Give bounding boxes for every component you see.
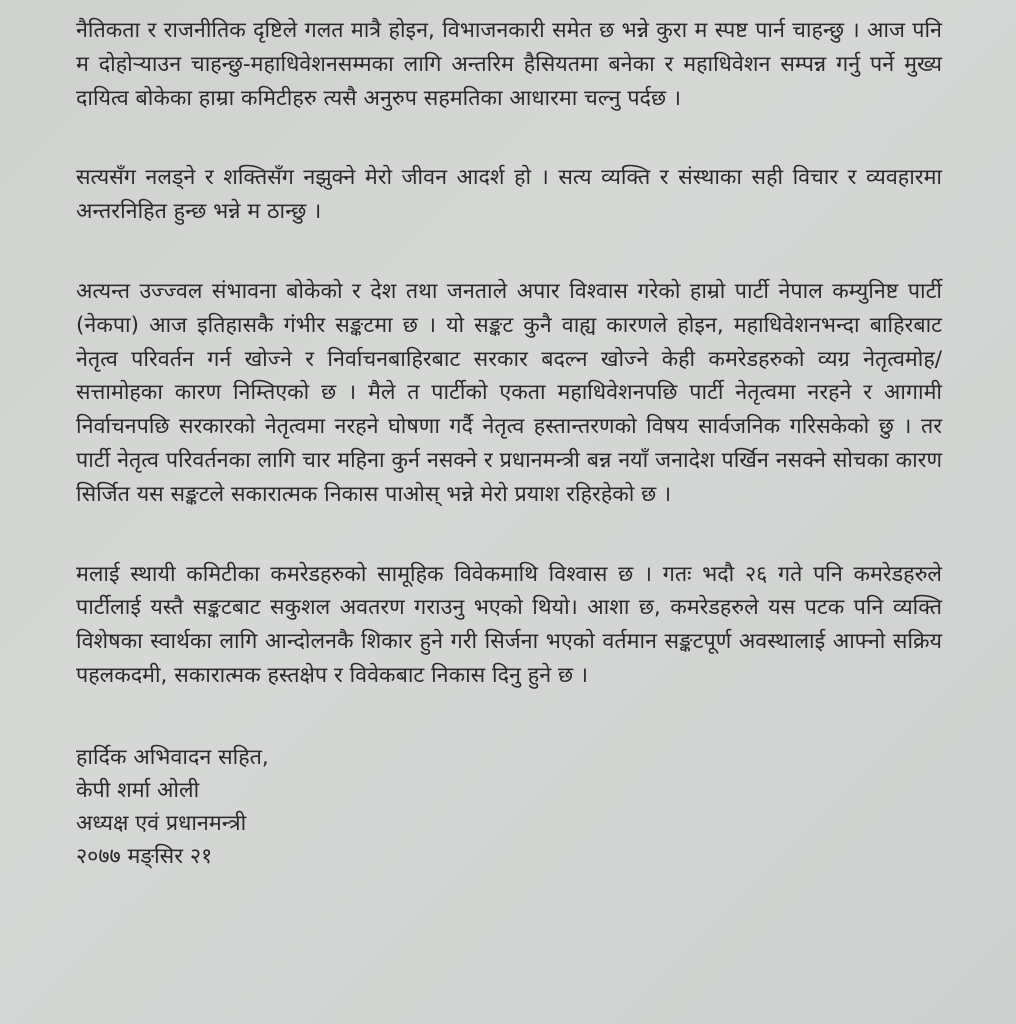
signatory-name: केपी शर्मा ओली bbox=[76, 777, 200, 803]
paragraph-2: सत्यसँग नलड्ने र शक्तिसँग नझुक्ने मेरो जीवन आदर्श हो । सत्य व्यक्ति र संस्थाका सही विचार र व्यवहारमा अन्तरनिहित हुन्छ भन्ने म ठान्छु । bbox=[76, 165, 942, 225]
signature-block bbox=[76, 741, 942, 873]
letter-date: २०७७ मङ्सिर २१ bbox=[76, 843, 213, 869]
signatory-title: अध्यक्ष एवं प्रधानमन्त्री bbox=[76, 810, 247, 836]
paragraph-1: नैतिकता र राजनीतिक दृष्टिले गलत मात्रै होइन, विभाजनकारी समेत छ भन्ने कुरा म स्पष्ट पार्न चाहन्छु । आज पनि म दोहोऱ्याउन चाहन्छु-महाधिवेशनसम्मका लागि अन्तरिम हैसियतमा बनेका र महाधिवेशन सम्पन्न गर्नु पर्ने मुख्य दायित्व बोकेका हाम्रा कमिटीहरु त्यसै अनुरुप सहमतिका आधारमा चल्नु पर्दछ । bbox=[76, 18, 942, 111]
paragraph-4: मलाई स्थायी कमिटीका कमरेडहरुको सामूहिक विवेकमाथि विश्वास छ । गतः भदौ २६ गते पनि कमरेडहरुले पार्टीलाई यस्तै सङ्कटबाट सकुशल अवतरण गराउनु भएको थियो। आशा छ, कमरेडहरुले यस पटक पनि व्यक्ति विशेषका स्वार्थका लागि आन्दोलनकै शिकार हुने गरी सिर्जना भएको वर्तमान सङ्कटपूर्ण अवस्थालाई आफ्नो सक्रिय पहलकदमी, सकारात्मक हस्तक्षेप र विवेकबाट निकास दिनु हुने छ । bbox=[76, 561, 942, 688]
closing-line: हार्दिक अभिवादन सहित, bbox=[76, 744, 269, 770]
paragraph-3: अत्यन्त उज्ज्वल संभावना बोकेको र देश तथा जनताले अपार विश्वास गरेको हाम्रो पार्टी नेपाल कम्युनिष्ट पार्टी (नेकपा) आज इतिहासकै गंभीर सङ्कटमा छ । यो सङ्कट कुनै वाह्य कारणले होइन, महाधिवेशनभन्दा बाहिरबाट नेतृत्व परिवर्तन गर्न खोज्ने र निर्वाचनबाहिरबाट सरकार बदल्न खोज्ने केही कमरेडहरुको व्यग्र नेतृत्वमोह/सत्तामोहका कारण निम्तिएको छ । मैले त पार्टीको एकता महाधिवेशनपछि पार्टी नेतृत्वमा नरहने र आगामी निर्वाचनपछि सरकारको नेतृत्वमा नरहने घोषणा गर्दै नेतृत्व हस्तान्तरणको विषय सार्वजनिक गरिसकेको छु । तर पार्टी नेतृत्व परिवर्तनका लागि चार महिना कुर्न नसक्ने र प्रधानमन्त्री बन्न नयाँ जनादेश पर्खिन नसक्ने सोचका कारण सिर्जित यस सङ्कटले सकारात्मक निकास पाओस् भन्ने मेरो प्रयाश रहिरहेको छ । bbox=[76, 278, 942, 507]
